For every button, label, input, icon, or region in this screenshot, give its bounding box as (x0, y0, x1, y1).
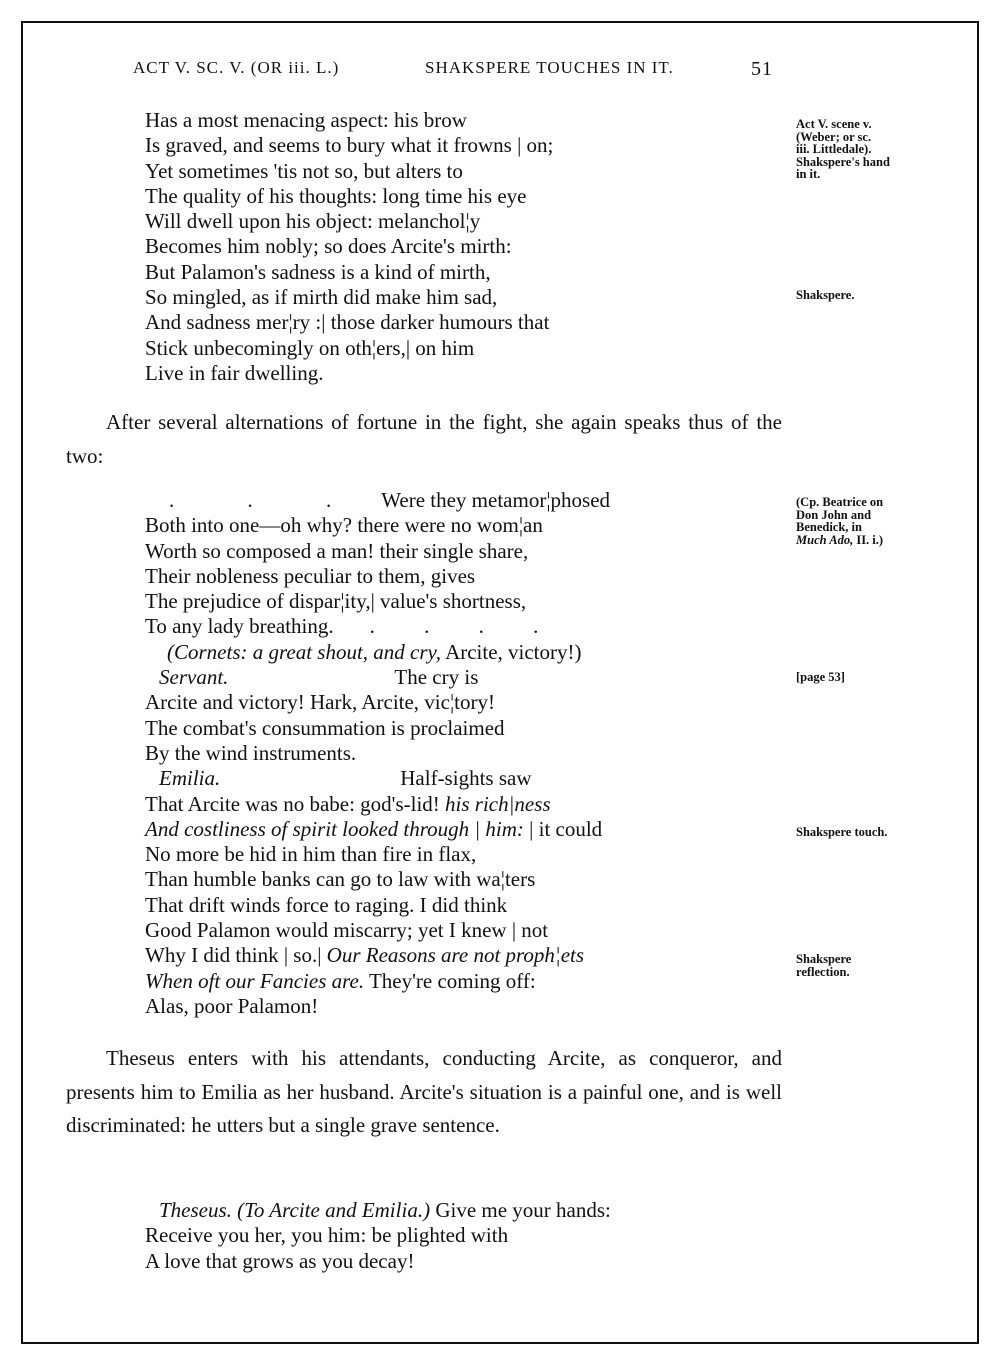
verse-text: Give me your hands: (435, 1198, 611, 1222)
verse-text: That Arcite was no babe: god's-lid! (145, 791, 440, 816)
verse-line: No more be hid in him than fire in flax, (145, 842, 477, 867)
verse-line: So mingled, as if mirth did make him sad, (145, 285, 498, 310)
verse-line: Has a most menacing aspect: his brow (145, 108, 467, 132)
verse-line (145, 614, 785, 639)
verse-block-3 (145, 1198, 785, 1274)
verse-line (145, 766, 785, 791)
margin-note-page-ref: [page 53] (796, 670, 845, 684)
page-number: 51 (751, 58, 773, 80)
prose-paragraph-2 (66, 1042, 782, 1143)
verse-text: Why I did think | so.| (145, 943, 322, 968)
verse-line: The prejudice of dispar¦ity,| value's shortness, (145, 589, 527, 614)
verse-line: Stick unbecomingly on oth¦ers,| on him (145, 335, 475, 360)
verse-line (145, 1198, 785, 1223)
verse-block-2 (145, 488, 785, 1019)
paragraph-text: Theseus enters with his attendants, conducting Arcite, as conqueror, and presents him to Emilia as her husband. Arcite's situation is a painful one, and is well discriminated: he utters but a single grave sentence. (66, 1046, 782, 1137)
speaker-name: Emilia. (159, 766, 221, 791)
verse-line: Is graved, and seems to bury what it frowns | on; (145, 133, 554, 158)
verse-text: Half-sights saw (400, 766, 532, 791)
margin-note-act-scene: Act V. scene v. (Weber; or sc. iii. Littledale). Shakspere's hand in it. (796, 117, 890, 181)
verse-text-italic: his rich|ness (445, 791, 551, 816)
speaker-name: Servant. (159, 665, 229, 690)
verse-line: Becomes him nobly; so does Arcite's mirth: (145, 234, 512, 259)
verse-text-italic: Our Reasons are not proph¦ets (326, 943, 585, 968)
verse-line: Worth so composed a man! their single share, (145, 538, 529, 563)
margin-note-shakspere: Shakspere. (796, 288, 855, 302)
stage-direction-italic: (Cornets: a great shout, and cry, (167, 639, 441, 664)
verse-line: Live in fair dwelling. (145, 360, 324, 385)
verse-line (145, 665, 785, 690)
verse-text: The cry is (394, 665, 479, 690)
stage-direction: (To Arcite and Emilia.) (237, 1198, 431, 1222)
verse-line: Their nobleness peculiar to them, gives (145, 563, 476, 588)
verse-line: Both into one—oh why? there were no wom¦an (145, 513, 543, 538)
ellipsis-dots: . . . (169, 488, 366, 512)
ellipsis-dots: . . . . (369, 614, 561, 639)
verse-text: Were they metamor¦phosed (381, 488, 611, 512)
verse-line: Yet sometimes 'tis not so, but alters to (145, 158, 463, 183)
verse-line: That drift winds force to raging. I did think (145, 892, 508, 917)
margin-note-cp-beatrice: (Cp. Beatrice on Don John and Benedick, in Much Ado, II. i.) (796, 495, 884, 547)
margin-note-shakspere-touch: Shakspere touch. (796, 825, 888, 839)
stage-direction (145, 640, 785, 665)
verse-line: Alas, poor Palamon! (145, 993, 319, 1018)
verse-text-italic: And costliness of spirit looked through | him: (145, 816, 524, 841)
header-title: SHAKSPERE TOUCHES IN IT. (425, 58, 674, 77)
verse-line: Arcite and victory! Hark, Arcite, vic¦tory! (145, 690, 495, 715)
margin-note-shakspere-reflection: Shakspere reflection. (796, 952, 852, 979)
verse-line (145, 488, 785, 513)
verse-line: Than humble banks can go to law with wa¦ters (145, 867, 536, 892)
verse-text: They're coming off: (368, 968, 536, 993)
header-act-scene: ACT V. SC. V. (OR iii. L.) (133, 58, 340, 77)
verse-line (145, 817, 785, 842)
verse-line (145, 969, 785, 994)
verse-line: But Palamon's sadness is a kind of mirth, (145, 259, 491, 284)
verse-line: The quality of his thoughts: long time his eye (145, 183, 527, 208)
verse-block-1 (145, 108, 785, 386)
speaker-name: Theseus. (159, 1198, 232, 1222)
paragraph-text: After several alternations of fortune in the fight, she again speaks thus of the two: (66, 410, 782, 468)
verse-line: Will dwell upon his object: melanchol¦y (145, 209, 481, 234)
verse-text-italic: When oft our Fancies are. (145, 968, 365, 993)
verse-line: By the wind instruments. (145, 740, 357, 765)
verse-text: | it could (529, 816, 603, 841)
verse-line: And sadness mer¦ry :| those darker humours that (145, 310, 550, 335)
verse-line: The combat's consummation is proclaimed (145, 715, 505, 740)
verse-line: Good Palamon would miscarry; yet I knew | not (145, 918, 549, 943)
verse-line: Receive you her, you him: be plighted with (145, 1223, 509, 1248)
verse-line (145, 792, 785, 817)
running-header (133, 58, 773, 88)
verse-text: To any lady breathing. (145, 614, 334, 639)
verse-line: A love that grows as you decay! (145, 1248, 415, 1273)
prose-paragraph-1 (66, 406, 782, 473)
stage-direction-roman: Arcite, victory!) (445, 639, 582, 664)
verse-line (145, 943, 785, 968)
